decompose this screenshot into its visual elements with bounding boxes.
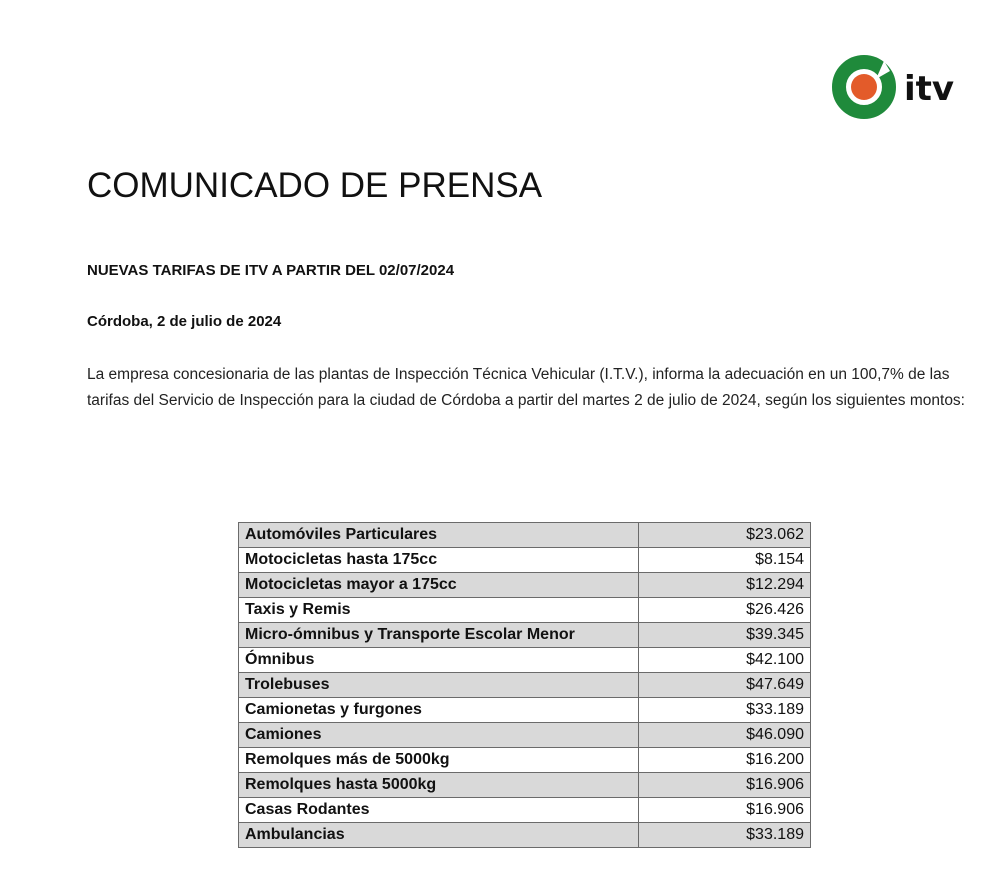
table-row [239, 723, 811, 748]
fee-amount: $33.189 [639, 698, 811, 723]
fee-amount: $46.090 [639, 723, 811, 748]
fee-amount: $33.189 [639, 823, 811, 848]
fee-label: Remolques más de 5000kg [239, 748, 639, 773]
press-subtitle: NUEVAS TARIFAS DE ITV A PARTIR DEL 02/07/2024 [87, 262, 455, 279]
table-row [239, 648, 811, 673]
fee-amount: $26.426 [639, 598, 811, 623]
fee-amount: $23.062 [639, 523, 811, 548]
fee-label: Remolques hasta 5000kg [239, 773, 639, 798]
fee-label: Ambulancias [239, 823, 639, 848]
fees-table [238, 522, 811, 848]
fee-amount: $16.200 [639, 748, 811, 773]
fee-label: Camionetas y furgones [239, 698, 639, 723]
itv-logo-mark-icon [830, 53, 898, 121]
fee-label: Ómnibus [239, 648, 639, 673]
page-title: COMUNICADO DE PRENSA [87, 166, 543, 205]
fee-label: Micro-ómnibus y Transporte Escolar Menor [239, 623, 639, 648]
fee-label: Motocicletas hasta 175cc [239, 548, 639, 573]
fee-amount: $16.906 [639, 798, 811, 823]
table-row [239, 698, 811, 723]
itv-logo [830, 52, 954, 122]
fee-amount: $8.154 [639, 548, 811, 573]
table-row [239, 523, 811, 548]
fee-amount: $12.294 [639, 573, 811, 598]
fee-label: Taxis y Remis [239, 598, 639, 623]
table-row [239, 798, 811, 823]
body-paragraph: La empresa concesionaria de las plantas de Inspección Técnica Vehicular (I.T.V.), informa la adecuación en un 100,7% de las tarifas del Servicio de Inspección para la ciudad de Córdoba a partir del martes 2 de julio de 2024, según los siguientes montos: [87, 366, 965, 409]
table-row [239, 823, 811, 848]
table-row [239, 623, 811, 648]
fee-label: Motocicletas mayor a 175cc [239, 573, 639, 598]
table-row [239, 673, 811, 698]
fee-label: Casas Rodantes [239, 798, 639, 823]
fee-label: Camiones [239, 723, 639, 748]
fee-amount: $47.649 [639, 673, 811, 698]
fee-amount: $39.345 [639, 623, 811, 648]
dateline: Córdoba, 2 de julio de 2024 [87, 313, 282, 330]
fee-label: Trolebuses [239, 673, 639, 698]
fee-label: Automóviles Particulares [239, 523, 639, 548]
table-row [239, 773, 811, 798]
fee-amount: $42.100 [639, 648, 811, 673]
itv-logo-text: itv [904, 69, 955, 109]
fee-amount: $16.906 [639, 773, 811, 798]
table-row [239, 748, 811, 773]
table-row [239, 548, 811, 573]
table-row [239, 598, 811, 623]
table-row [239, 573, 811, 598]
